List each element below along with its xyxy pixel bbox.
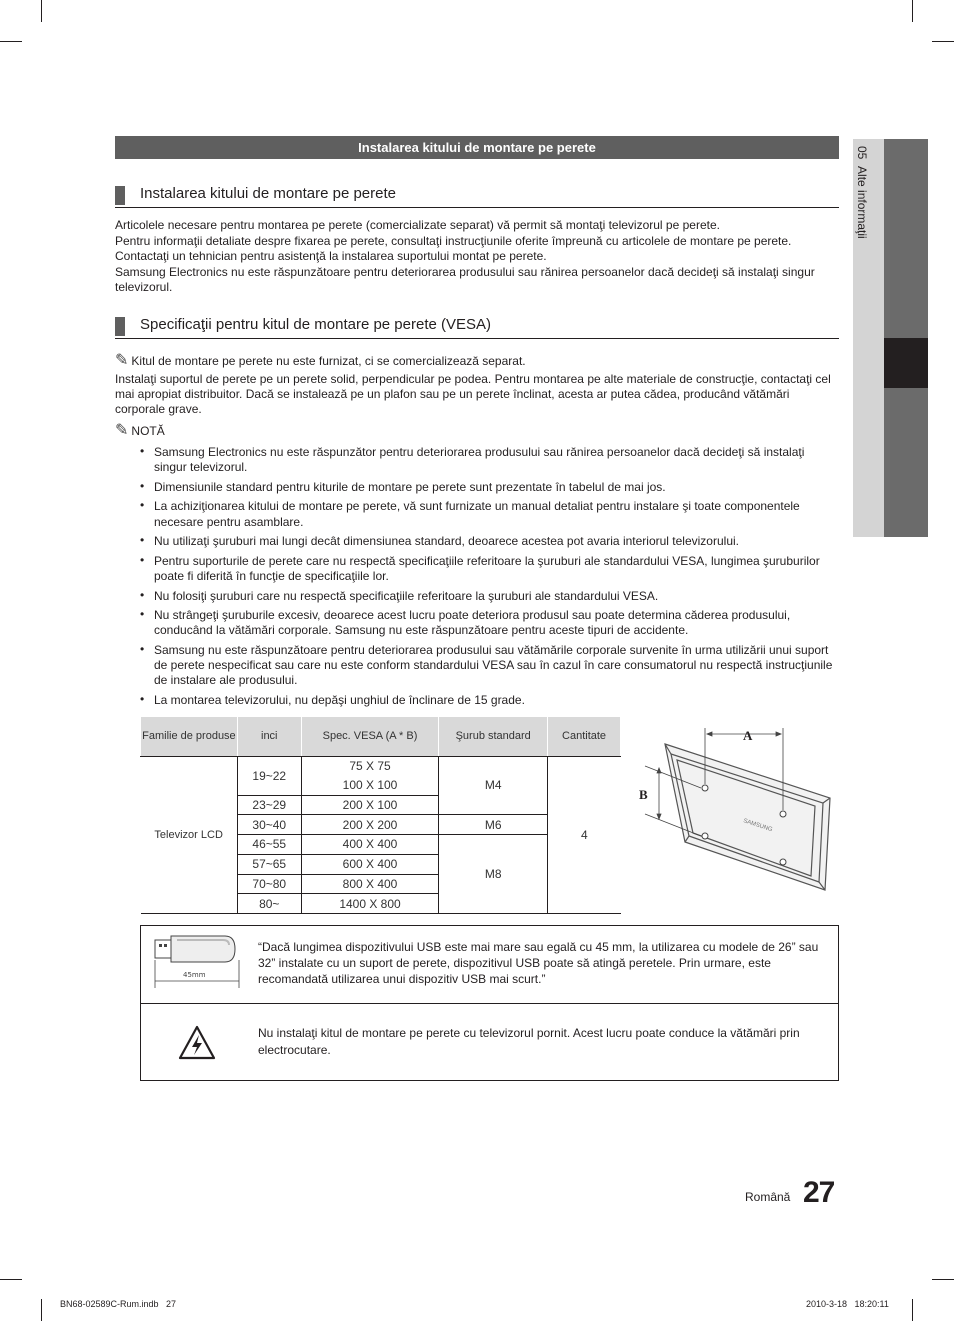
table-cell-quantity: 4 xyxy=(548,756,621,914)
vesa-spec-table xyxy=(140,717,621,914)
tv-back-diagram xyxy=(625,718,840,898)
table-cell: 200 X 200 xyxy=(301,815,439,835)
diagram-brand: SAMSUNG xyxy=(742,818,774,834)
paragraph: Instalaţi suportul de perete pe un perete solid, perpendicular pe podea. Pentru montarea pe alte materiale de construcţie, contactaţi cel mai apropiat distribuitor. Dacă se instalează pe un plafon sau pe un perete înclinat, acesta ar putea cădea, producând vătămări corporale grave. xyxy=(115,372,831,417)
table-cell: 80~ xyxy=(237,894,301,914)
list-item: • Samsung nu este răspunzătoare pentru deteriorarea produsului sau vătămările corporale survenite în urma utilizării unui suport de perete nespecificat sau care nu este conform standardului VESA sau în cazul în care consumatorul nu respectă instrucţiunile de instalare ale produsului. xyxy=(140,643,840,689)
table-header-row xyxy=(141,717,621,756)
table-header: Cantitate xyxy=(548,717,621,756)
table-cell-line: 75 X 75 xyxy=(349,758,391,773)
section-heading-install xyxy=(115,184,839,208)
side-tab-number: 05 xyxy=(855,146,869,160)
side-tab-label xyxy=(855,146,869,239)
list-item: • La achiziţionarea kitului de montare pe perete, vă sunt furnizate un manual detaliat pentru instalare şi toate componentele necesare pentru asamblare. xyxy=(140,499,840,529)
table-header: Familie de produse xyxy=(141,717,238,756)
footer-file-info: BN68-02589C-Rum.indb 27 xyxy=(60,1299,177,1309)
table-cell: M6 xyxy=(439,815,548,835)
caution-box xyxy=(140,925,839,1081)
list-item: • Nu folosiţi şuruburi care nu respectă specificaţiile referitoare la şuruburi ale standardului VESA. xyxy=(140,589,840,604)
note-row xyxy=(115,353,841,369)
note-bullet-list xyxy=(140,445,840,713)
crop-mark xyxy=(912,0,913,22)
list-item: • La montarea televizorului, nu depăşi unghiul de înclinare de 15 grade. xyxy=(140,693,840,708)
paragraph: Pentru informaţii detaliate despre fixarea pe perete, consultaţi instrucţiunile oferite împreună cu articolele de montare pe perete. Contactaţi un tehnician pentru asistenţă la instalarea suportului montat pe perete. xyxy=(115,234,792,264)
note-text: Kitul de montare pe perete nu este furnizat, ci se comercializează separat. xyxy=(131,354,526,368)
table-cell-vesa xyxy=(301,756,439,795)
table-cell: 600 X 400 xyxy=(301,854,439,874)
table-cell: 1400 X 800 xyxy=(301,894,439,914)
crop-mark xyxy=(932,1279,954,1280)
pencil-icon: ✎ xyxy=(115,352,129,369)
crop-mark xyxy=(0,41,22,42)
footer-language: Română xyxy=(745,1190,791,1204)
diagram-label-b: B xyxy=(639,787,648,802)
electric-shock-warning-icon xyxy=(177,1024,217,1062)
note-label: NOTĂ xyxy=(131,424,165,438)
divider xyxy=(141,1003,838,1004)
list-item: • Pentru suporturile de perete care nu respectă specificaţiile referitoare la şuruburi ale standardului VESA, lungimea şuruburilor poate fi diferită în funcţie de specificaţiile lor. xyxy=(140,554,840,584)
table-cell: 46~55 xyxy=(237,835,301,855)
list-item: • Samsung Electronics nu este răspunzător pentru deteriorarea produsului sau rănirea persoanelor dacă decideţi să instalaţi singur televizorul. xyxy=(140,445,840,475)
table-cell: M8 xyxy=(439,835,548,914)
heading-marker xyxy=(115,186,125,205)
crop-mark xyxy=(41,1299,42,1321)
note-label-row xyxy=(115,423,841,439)
usb-dimension-label: 45mm xyxy=(183,971,206,979)
table-cell: 23~29 xyxy=(237,795,301,815)
table-cell: 800 X 400 xyxy=(301,874,439,894)
diagram-label-a: A xyxy=(743,728,753,743)
heading-marker xyxy=(115,317,125,336)
footer-datetime: 2010-3-18 18:20:11 xyxy=(806,1299,889,1309)
page-number: 27 xyxy=(803,1176,835,1209)
table-header: Şurub standard xyxy=(439,717,548,756)
section-heading-vesa xyxy=(115,315,839,339)
table-cell: 30~40 xyxy=(237,815,301,835)
table-cell: 57~65 xyxy=(237,854,301,874)
chapter-banner: Instalarea kitului de montare pe perete xyxy=(115,136,839,159)
section-heading-text: Specificaţii pentru kitul de montare pe perete (VESA) xyxy=(140,316,492,333)
table-header: inci xyxy=(237,717,301,756)
table-cell: 19~22 xyxy=(237,756,301,795)
table-cell: M4 xyxy=(439,756,548,815)
paragraph: Articolele necesare pentru montarea pe perete (comercializate separat) vă permit să montaţi televizorul pe perete. xyxy=(115,218,720,232)
paragraph: Samsung Electronics nu este răspunzătoare pentru deteriorarea produsului sau rănirea persoanelor dacă decideţi să instalaţi singur televizorul. xyxy=(115,265,815,295)
table-header: Spec. VESA (A * B) xyxy=(301,717,439,756)
crop-mark xyxy=(41,0,42,22)
table-cell: 70~80 xyxy=(237,874,301,894)
section-heading-text: Instalarea kitului de montare pe perete xyxy=(140,185,396,202)
pencil-icon: ✎ xyxy=(115,422,129,439)
usb-stick-icon xyxy=(153,930,243,992)
list-item: • Nu utilizaţi şuruburi mai lungi decât dimensiunea standard, deoarece acestea pot avaria interiorul televizorului. xyxy=(140,534,840,549)
usb-warning-text: “Dacă lungimea dispozitivului USB este mai mare sau egală cu 45 mm, la utilizarea cu modele de 26” sau 32” instalate cu un suport de perete, dispozitivul USB poate să atingă peretele. Prin urmare, este recomandată utilizarea unui dispozitiv USB mai scurt.” xyxy=(258,940,819,986)
table-cell: 400 X 400 xyxy=(301,835,439,855)
crop-mark xyxy=(912,1299,913,1321)
table-cell: 200 X 100 xyxy=(301,795,439,815)
side-tab-title: Alte informaţii xyxy=(855,166,869,239)
crop-mark xyxy=(932,41,954,42)
list-item: • Nu strângeţi şuruburile excesiv, deoarece acest lucru poate deteriora produsul sau poate determina căderea produsului, conducând la vătămări corporale. Samsung nu este răspunzătoare pentru aceste tipuri de accidente. xyxy=(140,608,840,638)
table-row xyxy=(141,756,621,795)
shock-warning-text: Nu instalaţi kitul de montare pe perete cu televizorul pornit. Acest lucru poate conduce la vătămări prin electrocutare. xyxy=(258,1026,800,1057)
table-cell-family: Televizor LCD xyxy=(141,756,238,914)
list-item: • Dimensiunile standard pentru kiturile de montare pe perete sunt prezentate în tabelul de mai jos. xyxy=(140,480,840,495)
crop-mark xyxy=(0,1279,22,1280)
table-cell-line: 100 X 100 xyxy=(342,777,398,792)
side-tab-marker xyxy=(884,338,928,388)
